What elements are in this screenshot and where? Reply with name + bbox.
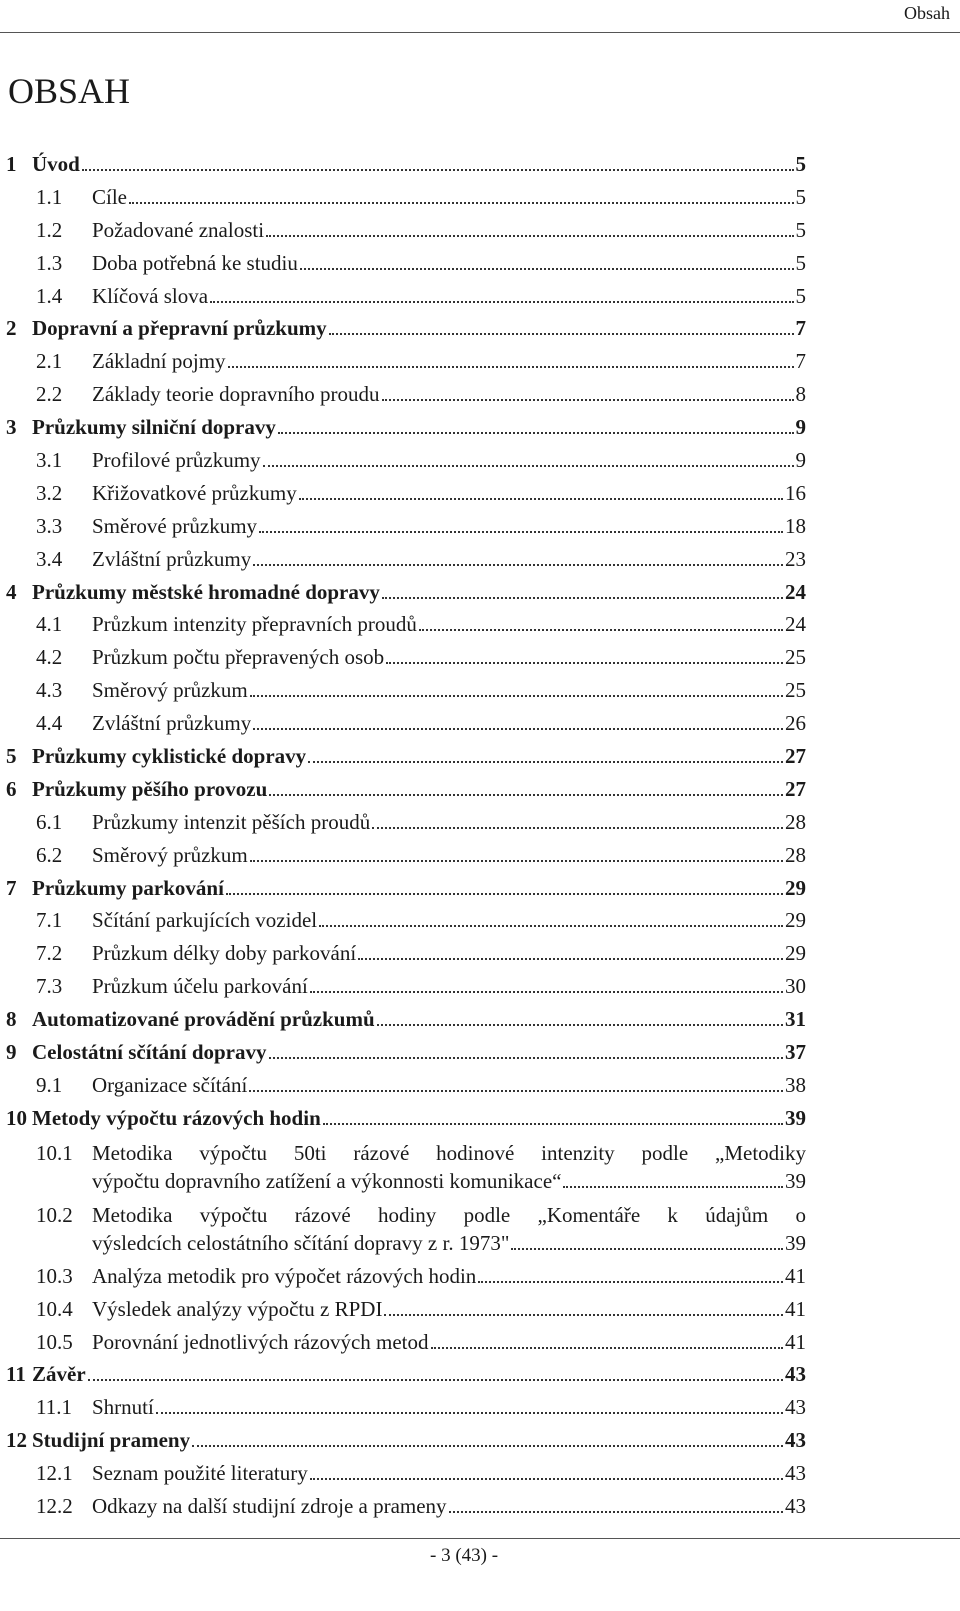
toc-entry-page: 26 (785, 711, 806, 736)
toc-entry-title: Základy teorie dopravního proudu (92, 382, 380, 407)
toc-dot-leader (431, 1347, 783, 1349)
toc-entry[interactable] (6, 1328, 806, 1361)
toc-entry-number: 6.1 (36, 809, 63, 834)
toc-entry-number: 4 (6, 579, 17, 604)
toc-entry[interactable] (6, 347, 806, 380)
toc-entry-title-line1: Metodika výpočtu 50ti rázové hodinové intenzity podle „Metodiky (92, 1140, 806, 1165)
toc-dot-leader (386, 662, 783, 664)
toc-entry-number: 3.2 (36, 480, 63, 505)
toc-entry-page: 24 (785, 579, 806, 604)
toc-entry-title-line2-row (92, 1229, 806, 1257)
toc-dot-leader (88, 1379, 783, 1381)
toc-entry[interactable] (6, 874, 806, 907)
toc-entry-title: Doba potřebná ke studiu (92, 250, 298, 275)
toc-entry-number: 1.4 (36, 283, 63, 308)
toc-entry-number: 10.3 (36, 1263, 73, 1288)
toc-entry[interactable] (6, 1393, 806, 1426)
page-number: - 3 (43) - (430, 1545, 499, 1566)
toc-entry-number: 9.1 (36, 1072, 63, 1097)
toc-entry[interactable] (6, 1104, 806, 1137)
toc-dot-leader (323, 1123, 783, 1125)
toc-entry-number: 7.2 (36, 941, 63, 966)
toc-dot-leader (372, 827, 783, 829)
toc-dot-leader (210, 301, 793, 303)
toc-entry-title: Křižovatkové průzkumy (92, 480, 297, 505)
toc-entry[interactable] (6, 906, 806, 939)
toc-dot-leader (228, 366, 794, 368)
toc-entry-title: Průzkumy pěšího provozu (32, 776, 268, 801)
toc-dot-leader (129, 202, 794, 204)
toc-dot-leader (250, 695, 783, 697)
toc-dot-leader (319, 925, 783, 927)
toc-entry-number: 10 (6, 1105, 27, 1130)
toc-entry-title: Automatizované provádění průzkumů (32, 1007, 375, 1032)
toc-entry[interactable] (6, 545, 806, 578)
toc-entry-title: Zvláštní průzkumy (92, 546, 252, 571)
toc-entry-page: 28 (785, 842, 806, 867)
toc-entry-title: Průzkumy cyklistické dopravy (32, 744, 307, 769)
toc-entry-page: 39 (785, 1231, 806, 1256)
toc-entry[interactable] (6, 512, 806, 545)
toc-entry-body (92, 1201, 806, 1262)
toc-entry[interactable] (6, 314, 806, 347)
toc-entry-number: 8 (6, 1007, 17, 1032)
toc-entry[interactable] (6, 1459, 806, 1492)
toc-entry-page: 43 (785, 1428, 806, 1453)
toc-dot-leader (82, 169, 794, 171)
toc-entry-number: 11.1 (36, 1395, 72, 1420)
toc-dot-leader (563, 1186, 783, 1188)
toc-dot-leader (478, 1281, 783, 1283)
toc-entry-number: 7 (6, 875, 17, 900)
toc-entry-number: 4.4 (36, 711, 63, 736)
toc-entry-number: 1 (6, 152, 17, 176)
toc-entry[interactable] (6, 841, 806, 874)
toc-entry[interactable] (6, 413, 806, 446)
toc-entry-page: 31 (785, 1007, 806, 1032)
toc-dot-leader (156, 1412, 783, 1414)
page-footer (0, 1538, 960, 1599)
toc-entry-title-line2: výsledcích celostátního sčítání dopravy z r. 1973" (92, 1231, 510, 1256)
toc-entry-page: 37 (785, 1040, 806, 1065)
toc-entry-page: 9 (795, 415, 806, 440)
toc-entry-number: 7.3 (36, 974, 63, 999)
toc-entry-page: 29 (785, 908, 806, 933)
toc-entry-page: 27 (785, 744, 806, 769)
toc-entry[interactable] (6, 808, 806, 841)
toc-entry[interactable] (6, 446, 806, 479)
toc-dot-leader (259, 531, 783, 533)
toc-entry-number: 6.2 (36, 842, 63, 867)
toc-entry-page: 24 (785, 612, 806, 637)
toc-entry-title: Profilové průzkumy (92, 448, 261, 473)
toc-entry-title: Průzkumy intenzit pěších proudů (92, 809, 371, 834)
page-title: OBSAH (8, 71, 131, 111)
toc-entry[interactable] (6, 380, 806, 413)
toc-entry-page: 30 (785, 974, 806, 999)
toc-entry[interactable] (6, 1295, 806, 1328)
toc-entry-number: 10.4 (36, 1296, 73, 1321)
toc-entry[interactable] (6, 742, 806, 775)
toc-entry[interactable] (6, 1199, 806, 1262)
toc-entry[interactable] (6, 1005, 806, 1038)
toc-entry-number: 10.2 (36, 1203, 73, 1228)
toc-entry-page: 43 (785, 1362, 806, 1387)
toc-entry[interactable] (6, 1262, 806, 1295)
toc-entry-number: 6 (6, 776, 17, 801)
toc-entry-title: Průzkum počtu přepravených osob (92, 645, 385, 670)
toc-entry[interactable] (6, 1137, 806, 1200)
toc-entry-title: Dopravní a přepravní průzkumy (32, 316, 327, 341)
toc-dot-leader (266, 235, 793, 237)
toc-entry-title: Seznam použité literatury (92, 1461, 308, 1486)
page-header (0, 0, 960, 33)
toc-entry-page: 41 (785, 1296, 806, 1321)
toc-entry-number: 3.3 (36, 513, 63, 538)
toc-entry-number: 1.1 (36, 184, 63, 209)
toc-entry-title: Průzkumy parkování (32, 875, 224, 900)
toc-dot-leader (449, 1511, 783, 1513)
toc-entry-number: 3 (6, 415, 17, 440)
toc-dot-leader (299, 498, 783, 500)
toc-entry-number: 12.2 (36, 1493, 73, 1518)
toc-entry-number: 1.3 (36, 250, 63, 275)
toc-entry-title: Analýza metodik pro výpočet rázových hodin (92, 1263, 477, 1288)
toc-entry-title: Celostátní sčítání dopravy (32, 1040, 267, 1065)
toc-entry-number: 3.4 (36, 546, 63, 571)
toc-entry[interactable] (6, 1360, 806, 1393)
toc-entry-number: 4.1 (36, 612, 63, 637)
toc-entry-title-line2-row (92, 1167, 806, 1195)
toc-entry-title: Průzkum délky doby parkování (92, 941, 357, 966)
toc-entry-page: 5 (795, 184, 806, 209)
toc-entry-page: 5 (795, 250, 806, 275)
toc-entry[interactable] (6, 972, 806, 1005)
toc-dot-leader (263, 465, 794, 467)
toc-entry-page: 27 (785, 776, 806, 801)
toc-dot-leader (384, 1314, 783, 1316)
toc-entry-page: 29 (785, 941, 806, 966)
toc-entry-page: 43 (785, 1493, 806, 1518)
toc-entry-number: 4.2 (36, 645, 63, 670)
header-label: Obsah (904, 3, 950, 23)
toc-dot-leader (358, 958, 783, 960)
toc-entry-title: Organizace sčítání (92, 1072, 248, 1097)
toc-entry-number: 7.1 (36, 908, 63, 933)
toc-entry[interactable] (6, 709, 806, 742)
toc-entry-title: Výsledek analýzy výpočtu z RPDI (92, 1296, 383, 1321)
toc-entry-page: 41 (785, 1329, 806, 1354)
toc-entry-title: Průzkum intenzity přepravních proudů (92, 612, 417, 637)
toc-entry-page: 39 (785, 1105, 806, 1130)
table-of-contents (6, 150, 806, 1525)
toc-entry-title: Metody výpočtu rázových hodin (32, 1105, 321, 1130)
toc-entry-page: 5 (795, 152, 806, 176)
toc-entry-page: 25 (785, 645, 806, 670)
toc-dot-leader (269, 794, 783, 796)
toc-entry[interactable] (6, 183, 806, 216)
toc-entry-title: Zvláštní průzkumy (92, 711, 252, 736)
toc-entry-page: 23 (785, 546, 806, 571)
toc-entry[interactable] (6, 282, 806, 315)
toc-dot-leader (310, 1478, 783, 1480)
toc-entry-page: 29 (785, 875, 806, 900)
toc-entry-page: 38 (785, 1072, 806, 1097)
toc-entry-page: 43 (785, 1395, 806, 1420)
toc-entry-page: 43 (785, 1461, 806, 1486)
toc-entry-number: 2 (6, 316, 17, 341)
toc-dot-leader (278, 432, 794, 434)
toc-dot-leader (250, 860, 783, 862)
toc-entry-number: 2.1 (36, 349, 63, 374)
toc-entry-page: 28 (785, 809, 806, 834)
toc-entry-title: Směrový průzkum (92, 678, 248, 703)
toc-dot-leader (329, 333, 794, 335)
toc-entry[interactable] (6, 610, 806, 643)
toc-entry-title: Průzkumy městské hromadné dopravy (32, 579, 380, 604)
toc-entry-title: Sčítání parkujících vozidel (92, 908, 318, 933)
toc-dot-leader (192, 1445, 783, 1447)
toc-entry-number: 3.1 (36, 448, 63, 473)
toc-entry-page: 5 (795, 283, 806, 308)
toc-entry[interactable] (6, 1426, 806, 1459)
toc-entry-title: Klíčová slova (92, 283, 209, 308)
toc-entry-page: 41 (785, 1263, 806, 1288)
toc-entry-page: 9 (795, 448, 806, 473)
toc-entry-title: Průzkumy silniční dopravy (32, 415, 276, 440)
toc-entry-title: Cíle (92, 184, 127, 209)
toc-entry-title: Odkazy na další studijní zdroje a prameny (92, 1493, 447, 1518)
toc-entry-page: 7 (795, 316, 806, 341)
toc-entry-title: Průzkum účelu parkování (92, 974, 308, 999)
toc-dot-leader (308, 761, 783, 763)
toc-entry-title-line2: výpočtu dopravního zatížení a výkonnosti komunikace“ (92, 1168, 562, 1193)
toc-entry-body (92, 1139, 806, 1200)
toc-entry-page: 7 (795, 349, 806, 374)
toc-dot-leader (269, 1057, 783, 1059)
toc-dot-leader (310, 991, 783, 993)
toc-entry-page: 18 (785, 513, 806, 538)
toc-entry-page: 39 (785, 1168, 806, 1193)
toc-entry-title: Směrový průzkum (92, 842, 248, 867)
toc-entry-number: 12 (6, 1428, 27, 1453)
toc-entry[interactable] (6, 150, 806, 183)
toc-entry-number: 5 (6, 744, 17, 769)
toc-dot-leader (253, 728, 783, 730)
toc-entry[interactable] (6, 643, 806, 676)
toc-entry-title-line1: Metodika výpočtu rázové hodiny podle „Komentáře k údajům o (92, 1203, 806, 1228)
toc-dot-leader (300, 268, 794, 270)
toc-entry[interactable] (6, 216, 806, 249)
toc-entry-page: 16 (785, 480, 806, 505)
toc-entry-number: 9 (6, 1040, 17, 1065)
toc-entry-title: Závěr (32, 1362, 86, 1387)
toc-entry[interactable] (6, 775, 806, 808)
toc-entry-title: Úvod (32, 152, 80, 176)
toc-entry[interactable] (6, 939, 806, 972)
toc-entry[interactable] (6, 1071, 806, 1104)
toc-dot-leader (511, 1248, 783, 1250)
toc-entry-number: 11 (6, 1362, 26, 1387)
toc-entry-number: 10.5 (36, 1329, 73, 1354)
toc-entry[interactable] (6, 1038, 806, 1071)
toc-entry-number: 12.1 (36, 1461, 73, 1486)
toc-entry-page: 25 (785, 678, 806, 703)
toc-entry[interactable] (6, 578, 806, 611)
toc-entry-title: Porovnání jednotlivých rázových metod (92, 1329, 429, 1354)
toc-entry[interactable] (6, 676, 806, 709)
toc-entry-number: 4.3 (36, 678, 63, 703)
toc-entry-title: Požadované znalosti (92, 217, 265, 242)
toc-entry-page: 5 (795, 217, 806, 242)
toc-entry-title: Směrové průzkumy (92, 513, 258, 538)
toc-entry-title: Studijní prameny (32, 1428, 191, 1453)
toc-entry[interactable] (6, 249, 806, 282)
toc-entry-page: 8 (795, 382, 806, 407)
toc-entry-number: 10.1 (36, 1140, 73, 1165)
toc-entry-title: Shrnutí (92, 1395, 154, 1420)
toc-entry[interactable] (6, 1492, 806, 1525)
toc-dot-leader (249, 1090, 783, 1092)
toc-dot-leader (253, 564, 783, 566)
toc-dot-leader (377, 1024, 783, 1026)
toc-dot-leader (226, 893, 783, 895)
toc-dot-leader (419, 629, 783, 631)
toc-entry-number: 1.2 (36, 217, 63, 242)
toc-entry-title: Základní pojmy (92, 349, 226, 374)
toc-dot-leader (382, 597, 783, 599)
toc-entry[interactable] (6, 479, 806, 512)
toc-entry-number: 2.2 (36, 382, 63, 407)
toc-dot-leader (382, 399, 794, 401)
